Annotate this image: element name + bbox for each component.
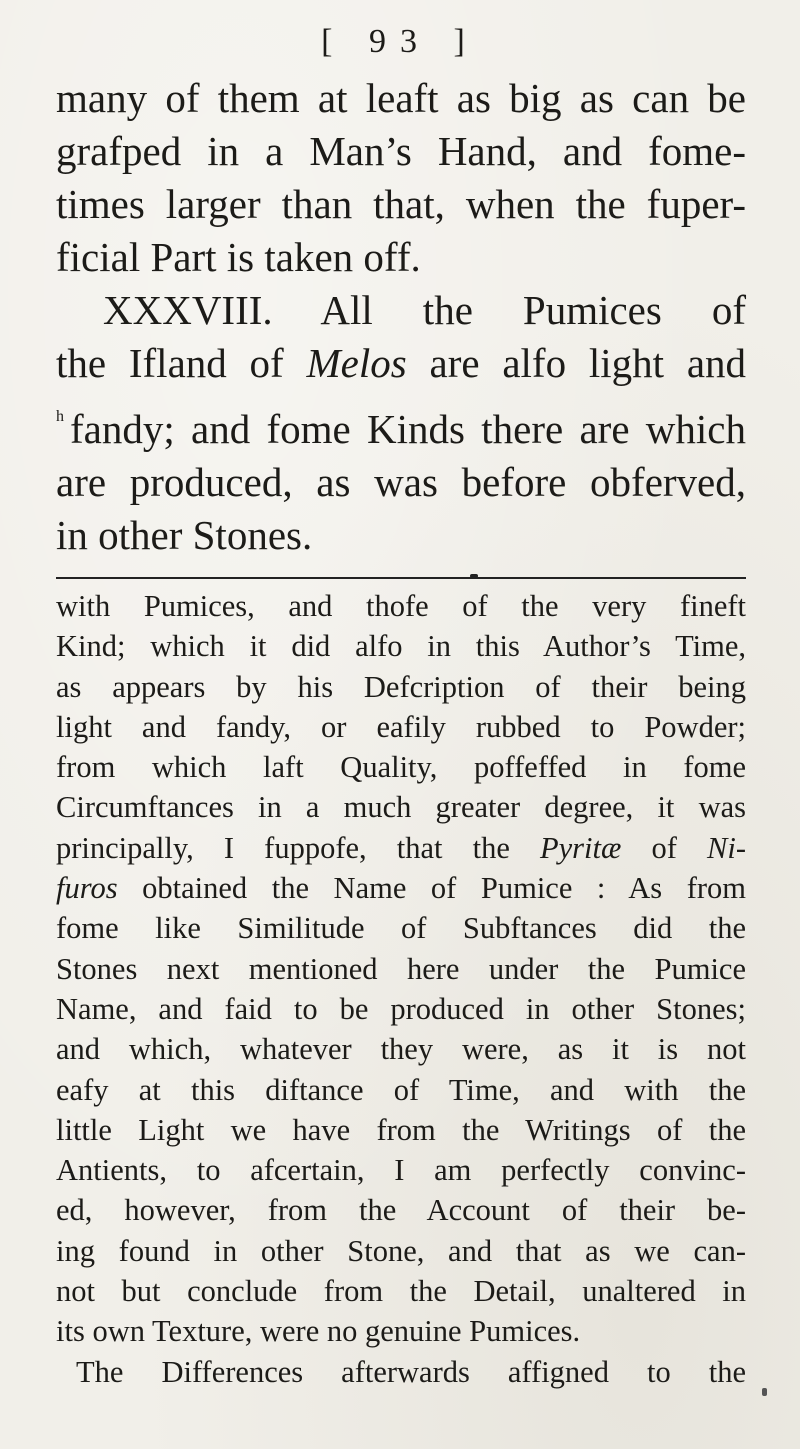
footnote-line: little Light we have from the Writings of the [56, 1112, 746, 1147]
footnote-text-span: of [651, 830, 677, 865]
footnote-line: not but conclude from the Detail, unaltered in [56, 1274, 746, 1309]
ink-spot [762, 1388, 767, 1396]
footnote-text [56, 586, 746, 1392]
footnote-divider [56, 577, 746, 579]
footnote-line: light and fandy, or eafily rubbed to Powder; [56, 709, 746, 744]
footnote-line: its own Texture, were no genuine Pumices. [56, 1314, 581, 1349]
footnote-line: Name, and faid to be produced in other Stones; [56, 991, 746, 1026]
footnote-line: Kind; which it did alfo in this Author’s Time, [56, 629, 746, 664]
footnote-line: ed, however, from the Account of their be- [56, 1193, 746, 1228]
footnote-text-span: obtained the Name of Pumice : As from [142, 871, 746, 906]
italic-place-name: Melos [306, 340, 407, 386]
main-line: grafped in a Man’s Hand, and fome- [56, 128, 746, 174]
footnote-line: Circumftances in a much greater degree, it was [56, 790, 746, 825]
italic-term: Pyritæ [540, 830, 622, 865]
main-line: ficial Part is taken off. [56, 234, 421, 280]
footnote-line: Stones next mentioned here under the Pumice [56, 951, 746, 986]
footnote-line: eafy at this diftance of Time, and with the [56, 1072, 746, 1107]
divider-ornament [470, 574, 478, 578]
main-line-with-footnote-mark [56, 390, 746, 456]
italic-place-name: furos [56, 871, 118, 906]
footnote-line: fome like Similitude of Subftances did the [56, 911, 746, 946]
footnote-line: and which, whatever they were, as it is not [56, 1032, 746, 1067]
main-line: in other Stones. [56, 512, 313, 558]
footnote-line: ing found in other Stone, and that as we can- [56, 1233, 746, 1268]
main-line: XXXVIII. All the Pumices of [103, 287, 746, 333]
main-line: many of them at leaft as big as can be [56, 75, 746, 121]
footnote-line-with-italic [56, 868, 746, 908]
main-text-span: the Ifland of [56, 340, 284, 386]
footnote-text-span: principally, I fuppofe, that the [56, 830, 510, 865]
main-line: times larger than that, when the fuper- [56, 181, 746, 227]
footnote-line: with Pumices, and thofe of the very fineft [56, 589, 746, 623]
catchword-line: The Differences afterwards affigned to the [76, 1354, 746, 1389]
footnote-marker: h [56, 408, 64, 425]
main-text-span: are alfo light and [429, 340, 747, 386]
footnote-line-with-italic [56, 828, 746, 868]
main-line-with-italic [56, 337, 746, 390]
footnote-line: as appears by his Defcription of their being [56, 669, 746, 704]
main-text-span: fandy; and fome Kinds there are which [70, 406, 746, 452]
footnote-line: from which laft Quality, poffeffed in fome [56, 750, 746, 785]
main-line: are produced, as was before obferved, [56, 459, 746, 505]
main-text [56, 72, 746, 562]
page-number: [ 93 ] [321, 23, 479, 60]
footnote-line: Antients, to afcertain, I am perfectly convinc- [56, 1153, 746, 1188]
italic-place-name: Ni- [707, 830, 747, 865]
